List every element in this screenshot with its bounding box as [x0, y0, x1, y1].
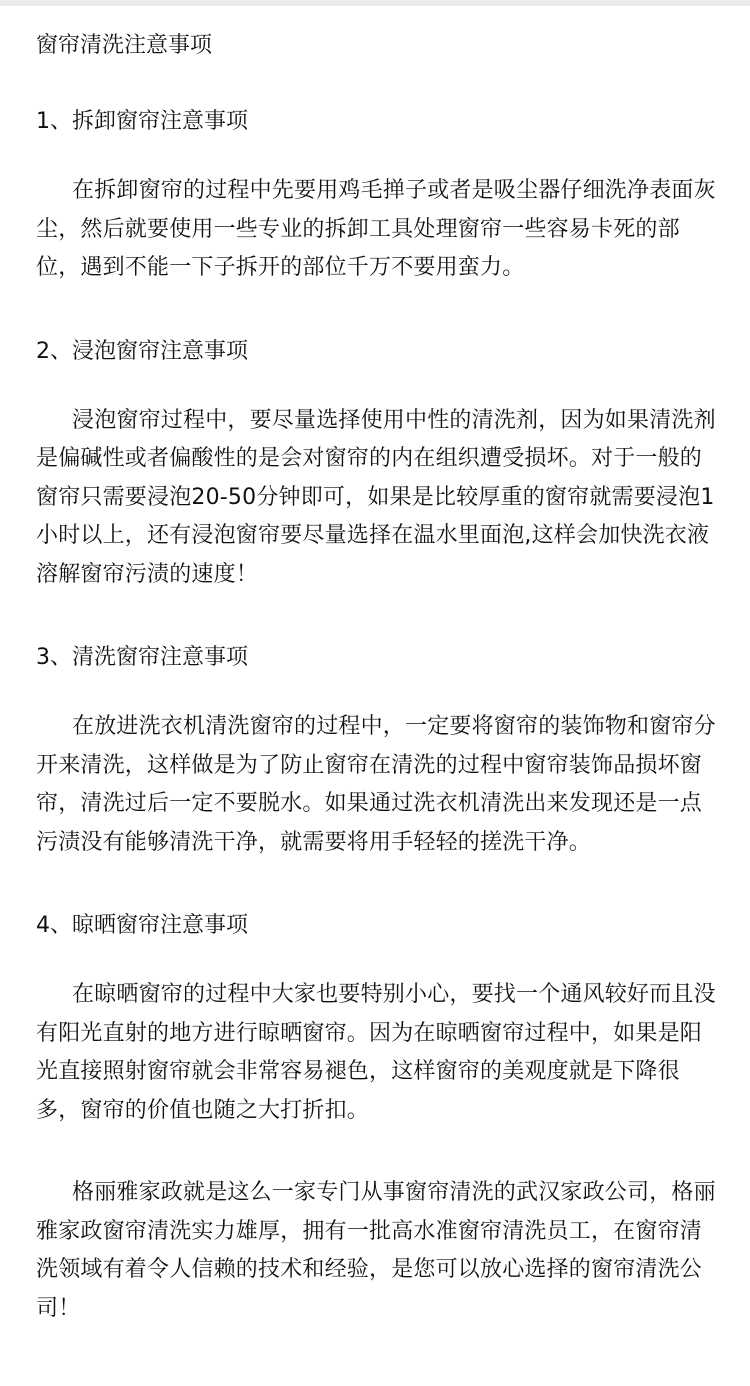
section-paragraph-2: 浸泡窗帘过程中，要尽量选择使用中性的清洗剂，因为如果清洗剂是偏碱性或者偏酸性的是会对窗帘的内在组织遭受损坏。对于一般的窗帘只需要浸泡20-50分钟即可，如果是比较厚重的窗帘就需要浸泡1小时以上，还有浸泡窗帘要尽量选择在温水里面泡,这样会加快洗衣液溶解窗帘污渍的速度！ — [36, 407, 716, 587]
section-heading-3: 3、清洗窗帘注意事项 — [36, 645, 248, 670]
section-paragraph-1: 在拆卸窗帘的过程中先要用鸡毛掸子或者是吸尘器仔细洗净表面灰尘，然后就要使用一些专业的拆卸工具处理窗帘一些容易卡死的部位，遇到不能一下子拆开的部位千万不要用蛮力。 — [36, 178, 716, 280]
section-paragraph-3: 在放进洗衣机清洗窗帘的过程中，一定要将窗帘的装饰物和窗帘分开来清洗，这样做是为了防止窗帘在清洗的过程中窗帘装饰品损坏窗帘，清洗过后一定不要脱水。如果通过洗衣机清洗出来发现还是一点污渍没有能够清洗干净，就需要将用手轻轻的搓洗干净。 — [36, 714, 716, 855]
section-heading-4: 4、晾晒窗帘注意事项 — [36, 913, 248, 938]
top-divider-bar — [0, 0, 750, 6]
closing-paragraph: 格丽雅家政就是这么一家专门从事窗帘清洗的武汉家政公司，格丽雅家政窗帘清洗实力雄厚，拥有一批高水准窗帘清洗员工，在窗帘清洗领域有着令人信赖的技术和经验，是您可以放心选择的窗帘清洗公司！ — [36, 1180, 716, 1321]
section-heading-1: 1、拆卸窗帘注意事项 — [36, 109, 248, 134]
section-heading-2: 2、浸泡窗帘注意事项 — [36, 338, 248, 364]
section-paragraph-4: 在晾晒窗帘的过程中大家也要特别小心，要找一个通风较好而且没有阳光直射的地方进行晾晒窗帘。因为在晾晒窗帘过程中，如果是阳光直接照射窗帘就会非常容易褪色，这样窗帘的美观度就是下降很多，窗帘的价值也随之大打折扣。 — [36, 982, 716, 1123]
article-body — [36, 26, 720, 1372]
article-title: 窗帘清洗注意事项 — [36, 33, 213, 58]
